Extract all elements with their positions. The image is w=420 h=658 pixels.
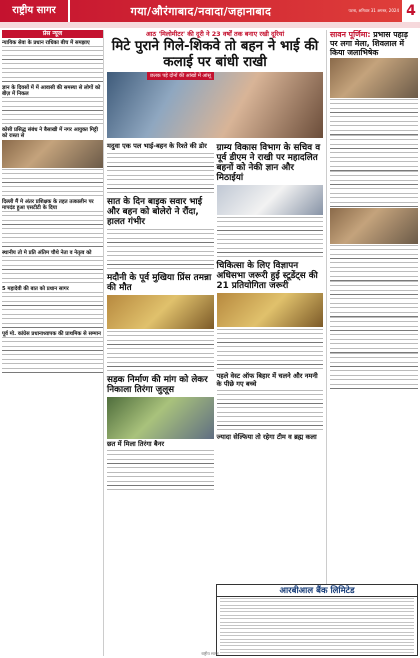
brief-title: स्थानीय तो मे प्रति अंतिम चौथे नेता व नेतृत्व को [2, 250, 92, 256]
right-text [330, 245, 418, 281]
left-column [2, 30, 104, 656]
story-text [217, 390, 324, 432]
news-brief [2, 250, 103, 283]
brief-text [2, 97, 103, 124]
brief-text [2, 337, 103, 373]
right-text [330, 135, 418, 171]
story-photo [107, 295, 214, 329]
news-brief [2, 127, 103, 196]
right-headline-label: सावन पूर्णिमा: [330, 30, 371, 39]
masthead [0, 0, 420, 22]
story-headline: मदुवा एक पल भाई-बहन के रिश्ते की डोर [107, 142, 207, 150]
brief-title: कोसी प्रसिद्ध संबंध ने बैसाखी में नगर आयुक्त मिट्टी को रास्ता से [2, 127, 98, 139]
news-brief [2, 286, 103, 328]
story-text [107, 229, 214, 271]
masthead-subbar [0, 22, 420, 28]
right-photo [330, 208, 418, 244]
story-headline: पहले वेस्ट ऑफ बिहार में चलने और नमनी के पीछे गए बच्चे [216, 372, 318, 388]
lead-headline: मिटे पुराने गिले-शिकवे तो बहन ने भाई की कलाई पर बांधी राखी [111, 38, 319, 70]
story-headline: मदौनी के पूर्व मुखिया प्रिंस तमन्ना की मौत [107, 272, 212, 293]
story-grid [107, 141, 323, 494]
news-brief [2, 85, 103, 124]
photo-caption: छलक पड़े दोनों की आंखों में आंसू [147, 72, 214, 80]
story-photo [107, 397, 214, 439]
brief-title: न्यायिक सेवा के प्रधान राधिका बीच में समझाए [2, 40, 90, 46]
brief-title: ज्ञान के दिवसों में में आवासी की समस्या से लोगों को बीज़ में निकल [2, 85, 101, 97]
story-headline: सड़क निर्माण की मांग को लेकर निकाला तिरंगा जुलूस [107, 374, 208, 395]
brief-title: दिल्ली मैं मे अंतर प्रशिक्षक के तहत तत्कालीन पर मापदंड हुआ एसटीटी के दिया [2, 199, 94, 211]
page-number: 4 [402, 0, 420, 22]
ad-title: आरबीआल बैंक लिमिटेड [217, 585, 417, 597]
right-text [330, 353, 418, 389]
lead-kicker: आठ 'मिलोमीटर' की दूरी ने 23 वर्षों तक बनाए रखी दूरियां [145, 30, 285, 38]
brief-text [2, 46, 103, 82]
lead-photo [107, 72, 323, 138]
news-brief [2, 199, 103, 247]
brief-text [2, 211, 103, 247]
bank-advertisement [216, 584, 418, 656]
story-text [107, 331, 214, 373]
issue-date: पटना, शनिवार 31 अगस्त, 2024 [348, 8, 399, 13]
story-headline: चिकित्सा के लिए विज्ञापन अधिसभा जरूरी हुई स्टूडेंट्स की 21 प्रतियोगिता जरूरी [216, 261, 318, 291]
right-text [330, 281, 418, 317]
story-column [107, 141, 214, 494]
brief-photo [2, 140, 103, 168]
brief-title: पूर्व मो. कांग्रेस प्रधानाध्यापक की प्राथमिक से सम्मान [2, 331, 101, 337]
story-photo [217, 293, 324, 327]
story-headline: ज्यादा सेल्फिया तो रहेगा टीम व ब्रह्म कला [216, 433, 317, 442]
section-header: प्रेस न्यूज [2, 30, 103, 38]
right-column [326, 30, 418, 590]
story-text [107, 153, 214, 195]
story-column [217, 141, 324, 494]
story-headline: सात के दिन बाइक सवार भाई और बहन को बोलेरो ने रौंदा, हालत गंभीर [107, 196, 203, 227]
center-column [107, 30, 323, 658]
right-text [330, 171, 418, 207]
right-text [330, 99, 418, 135]
brief-title: 5 महादेवी की बात को प्रधान सागर [2, 286, 69, 292]
story-photo [217, 185, 324, 215]
brief-text [2, 292, 103, 328]
news-brief [2, 331, 103, 373]
news-brief [2, 40, 103, 82]
right-text [330, 317, 418, 353]
page-footer: राष्ट्रीय सागर [201, 651, 219, 656]
right-headline [330, 30, 418, 57]
story-text [107, 450, 214, 492]
brief-text [2, 256, 103, 283]
brief-text [2, 169, 103, 196]
edition-title: गया/औरंगाबाद/नवादा/जहानाबाद [130, 4, 272, 18]
right-headline-text: प्रभास पहाड़ पर लगा मेला, शिवलाल में किया जलाभिषेक [330, 30, 408, 57]
story-headline: ग्राम्य विकास विभाग के सचिव व पूर्व डीएम ने राखी पर महादलित बहनों को नेकी ज्ञान और मिठाईयां [216, 143, 321, 183]
story-text [217, 329, 324, 371]
right-photo [330, 58, 418, 98]
story-headline: छत में मिला तिरंगा बैनर [107, 439, 165, 448]
newspaper-brand: राष्ट्रीय सागर [0, 0, 70, 22]
ad-body [220, 598, 414, 656]
story-text [217, 217, 324, 259]
